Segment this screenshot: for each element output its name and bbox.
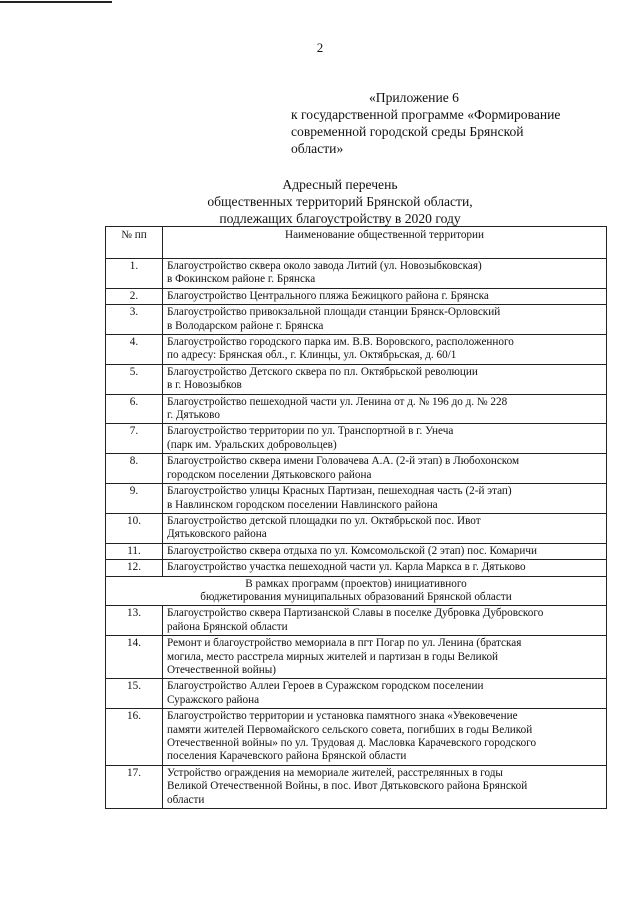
row-name-line: Благоустройство сквера отдыха по ул. Комсомольской (2 этап) пос. Комаричи: [167, 544, 537, 557]
row-name-line: Благоустройство сквера Партизанской Славы в поселке Дубровка Дубровского: [167, 607, 544, 620]
row-name: [163, 288, 607, 304]
row-name: [163, 364, 607, 394]
row-name: [163, 606, 607, 636]
table-row: [106, 394, 607, 424]
table-row: [106, 335, 607, 365]
table-row: [106, 454, 607, 484]
table-row: [106, 560, 607, 576]
page-number: 2: [316, 40, 324, 55]
row-number: 5.: [106, 364, 163, 394]
row-name-line: в Фокинском районе г. Брянска: [167, 273, 316, 286]
row-name-line: (парк им. Уральских добровольцев): [167, 438, 337, 451]
title-line: Адресный перечень: [282, 177, 398, 192]
row-name-line: Великой Отечественной Войны, в пос. Ивот Дятьковского района Брянской: [167, 780, 528, 793]
table-body: [106, 259, 607, 809]
row-number: 2.: [106, 288, 163, 304]
row-name-line: городском поселении Дятьковского района: [167, 468, 372, 481]
section-heading-line: бюджетирования муниципальных образований Брянской области: [200, 590, 512, 603]
table-row: [106, 288, 607, 304]
appendix-line: области»: [291, 141, 344, 156]
row-name-line: Благоустройство сквера около завода Литий (ул. Новозыбковская): [167, 260, 482, 272]
table-row: [106, 765, 607, 808]
column-header-number: № пп: [106, 227, 163, 259]
appendix-line: к государственной программе «Формирование: [291, 107, 561, 122]
row-number: 8.: [106, 454, 163, 484]
table-row: [106, 513, 607, 543]
table-row: [106, 679, 607, 709]
row-name: [163, 454, 607, 484]
row-number: 10.: [106, 513, 163, 543]
row-name-line: Отечественной войны): [167, 663, 276, 676]
title-line: подлежащих благоустройству в 2020 году: [219, 211, 461, 226]
row-number: 6.: [106, 394, 163, 424]
row-name: [163, 709, 607, 766]
row-number: 14.: [106, 636, 163, 679]
row-name-line: поселения Карачевского района Брянской области: [167, 750, 407, 763]
row-name-line: Отечественной войны» по ул. Трудовая д. Масловка Карачевского городского: [167, 737, 537, 749]
appendix-line: «Приложение 6: [369, 90, 459, 105]
appendix-line: современной городской среды Брянской: [291, 124, 524, 139]
row-name-line: Благоустройство городского парка им. В.В. Воровского, расположенного: [167, 336, 514, 349]
row-number: 1.: [106, 259, 163, 289]
row-name: [163, 513, 607, 543]
row-name-line: Суражского района: [167, 693, 260, 706]
row-name: [163, 636, 607, 679]
row-name-line: могила, место расстрела мирных жителей и партизан в годы Великой: [167, 650, 499, 663]
title-line: общественных территорий Брянской области,: [207, 194, 473, 209]
column-header-name: Наименование общественной территории: [163, 227, 607, 259]
row-name-line: Устройство ограждения на мемориале жителей, расстрелянных в годы: [167, 766, 503, 779]
row-name-line: в г. Новозыбков: [167, 379, 242, 392]
row-number: 9.: [106, 484, 163, 514]
section-heading-line: В рамках программ (проектов) инициативного: [245, 577, 467, 590]
row-name: [163, 484, 607, 514]
document-title: [150, 176, 530, 227]
row-name-line: Благоустройство территории по ул. Транспортной в г. Унеча: [167, 425, 454, 438]
territory-table: [105, 226, 607, 809]
row-name: [163, 424, 607, 454]
row-name-line: г. Дятьково: [167, 409, 220, 422]
row-number: 4.: [106, 335, 163, 365]
row-name: [163, 305, 607, 335]
appendix-caption: [291, 89, 621, 157]
row-name-line: Благоустройство Детского сквера по пл. Октябрьской революции: [167, 365, 478, 378]
row-name: [163, 259, 607, 289]
row-name-line: Благоустройство Аллеи Героев в Суражском городском поселении: [167, 680, 484, 693]
row-name: [163, 335, 607, 365]
row-number: 13.: [106, 606, 163, 636]
row-name-line: Благоустройство территории и установка памятного знака «Увековечение: [167, 710, 518, 723]
table-row: [106, 424, 607, 454]
row-name-line: Благоустройство детской площадки по ул. Октябрьской пос. Ивот: [167, 514, 481, 527]
row-name: [163, 560, 607, 576]
row-name-line: памяти жителей Первомайского сельского совета, погибших в годы Великой: [167, 723, 533, 736]
row-number: 7.: [106, 424, 163, 454]
table-row: [106, 606, 607, 636]
row-number: 11.: [106, 543, 163, 559]
table-header-row: [106, 227, 607, 259]
row-name: [163, 765, 607, 808]
table-row: [106, 364, 607, 394]
row-number: 3.: [106, 305, 163, 335]
row-name-line: в Навлинском городском поселении Навлинского района: [167, 498, 438, 511]
row-name-line: области: [167, 793, 205, 806]
row-name: [163, 679, 607, 709]
row-name-line: Благоустройство улицы Красных Партизан, пешеходная часть (2-й этап): [167, 485, 512, 498]
table-row: [106, 636, 607, 679]
row-name-line: Благоустройство пешеходной части ул. Ленина от д. № 196 до д. № 228: [167, 395, 508, 408]
row-name-line: в Володарском районе г. Брянска: [167, 319, 324, 332]
top-rule: [0, 1, 112, 3]
row-name-line: Благоустройство участка пешеходной части ул. Карла Маркса в г. Дятьково: [167, 561, 526, 574]
row-name: [163, 543, 607, 559]
row-name-line: по адресу: Брянская обл., г. Клинцы, ул. Октябрьская, д. 60/1: [167, 349, 457, 362]
row-number: 16.: [106, 709, 163, 766]
section-row: [106, 576, 607, 606]
row-name-line: Благоустройство сквера имени Головачева А.А. (2-й этап) в Любохонском: [167, 455, 520, 468]
row-name-line: Благоустройство привокзальной площади станции Брянск-Орловский: [167, 306, 501, 319]
table-row: [106, 484, 607, 514]
row-name: [163, 394, 607, 424]
row-number: 12.: [106, 560, 163, 576]
table-row: [106, 709, 607, 766]
row-name-line: района Брянской области: [167, 620, 288, 633]
row-number: 15.: [106, 679, 163, 709]
table-row: [106, 543, 607, 559]
row-name-line: Дятьковского района: [167, 528, 267, 541]
section-heading: [106, 576, 607, 606]
row-number: 17.: [106, 765, 163, 808]
table-row: [106, 305, 607, 335]
row-name-line: Благоустройство Центрального пляжа Бежицкого района г. Брянска: [167, 289, 489, 302]
row-name-line: Ремонт и благоустройство мемориала в пгт Погар по ул. Ленина (братская: [167, 637, 522, 650]
table-row: [106, 259, 607, 289]
